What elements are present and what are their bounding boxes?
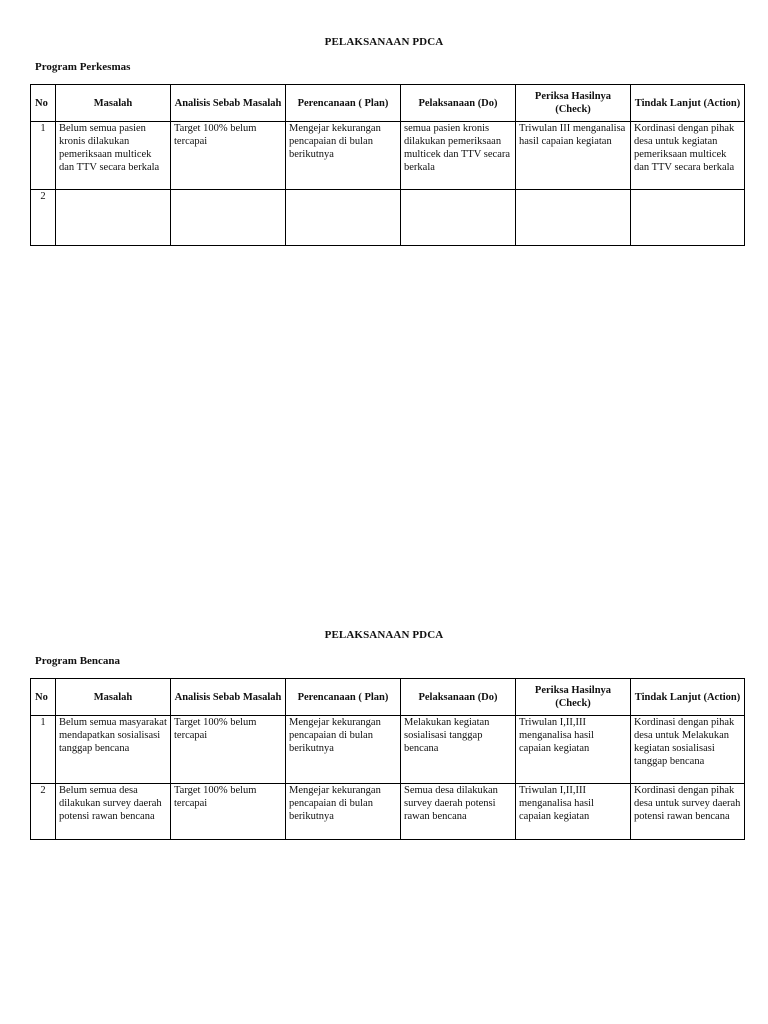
header-periksa: Periksa Hasilnya (Check)	[516, 679, 631, 716]
table-header-row	[31, 679, 745, 716]
table-row	[31, 190, 745, 246]
cell-masalah	[56, 190, 171, 246]
header-no: No	[31, 85, 56, 122]
table-row	[31, 784, 745, 840]
cell-perencanaan: Mengejar kekurangan pencapaian di bulan berikutnya	[286, 784, 401, 840]
cell-pelaksanaan: Melakukan kegiatan sosialisasi tanggap bencana	[401, 716, 516, 784]
table-row	[31, 716, 745, 784]
cell-masalah: Belum semua masyarakat mendapatkan sosialisasi tanggap bencana	[56, 716, 171, 784]
header-perencanaan: Perencanaan ( Plan)	[286, 85, 401, 122]
cell-analisis	[171, 190, 286, 246]
cell-no: 2	[31, 190, 56, 246]
cell-analisis: Target 100% belum tercapai	[171, 784, 286, 840]
cell-analisis: Target 100% belum tercapai	[171, 122, 286, 190]
cell-periksa: Triwulan III menganalisa hasil capaian kegiatan	[516, 122, 631, 190]
cell-tindak: Kordinasi dengan pihak desa untuk Melakukan kegiatan sosialisasi tanggap bencana	[631, 716, 745, 784]
header-tindak: Tindak Lanjut (Action)	[631, 679, 745, 716]
header-analisis: Analisis Sebab Masalah	[171, 679, 286, 716]
cell-perencanaan	[286, 190, 401, 246]
header-no: No	[31, 679, 56, 716]
cell-periksa: Triwulan I,II,III menganalisa hasil capaian kegiatan	[516, 716, 631, 784]
cell-periksa: Triwulan I,II,III menganalisa hasil capaian kegiatan	[516, 784, 631, 840]
table-header-row	[31, 85, 745, 122]
cell-perencanaan: Mengejar kekurangan pencapaian di bulan berikutnya	[286, 122, 401, 190]
table-row	[31, 122, 745, 190]
cell-masalah: Belum semua pasien kronis dilakukan pemeriksaan multicek dan TTV secara berkala	[56, 122, 171, 190]
cell-no: 2	[31, 784, 56, 840]
cell-no: 1	[31, 716, 56, 784]
page-title-1: PELAKSANAAN PDCA	[324, 36, 444, 48]
cell-analisis: Target 100% belum tercapai	[171, 716, 286, 784]
header-tindak: Tindak Lanjut (Action)	[631, 85, 745, 122]
header-pelaksanaan: Pelaksanaan (Do)	[401, 679, 516, 716]
header-masalah: Masalah	[56, 85, 171, 122]
cell-perencanaan: Mengejar kekurangan pencapaian di bulan berikutnya	[286, 716, 401, 784]
program-name-1: Program Perkesmas	[35, 61, 131, 73]
cell-no: 1	[31, 122, 56, 190]
cell-tindak: Kordinasi dengan pihak desa untuk survey daerah potensi rawan bencana	[631, 784, 745, 840]
cell-pelaksanaan	[401, 190, 516, 246]
cell-pelaksanaan: semua pasien kronis dilakukan pemeriksaan multicek dan TTV secara berkala	[401, 122, 516, 190]
header-analisis: Analisis Sebab Masalah	[171, 85, 286, 122]
cell-periksa	[516, 190, 631, 246]
header-pelaksanaan: Pelaksanaan (Do)	[401, 85, 516, 122]
pdca-table-2	[30, 678, 745, 840]
header-masalah: Masalah	[56, 679, 171, 716]
page-title-2: PELAKSANAAN PDCA	[324, 629, 444, 641]
header-periksa: Periksa Hasilnya (Check)	[516, 85, 631, 122]
header-perencanaan: Perencanaan ( Plan)	[286, 679, 401, 716]
program-name-2: Program Bencana	[35, 655, 121, 667]
pdca-table-1	[30, 84, 745, 246]
cell-tindak	[631, 190, 745, 246]
cell-masalah: Belum semua desa dilakukan survey daerah potensi rawan bencana	[56, 784, 171, 840]
cell-pelaksanaan: Semua desa dilakukan survey daerah potensi rawan bencana	[401, 784, 516, 840]
cell-tindak: Kordinasi dengan pihak desa untuk kegiatan pemeriksaan multicek dan TTV secara berkala	[631, 122, 745, 190]
